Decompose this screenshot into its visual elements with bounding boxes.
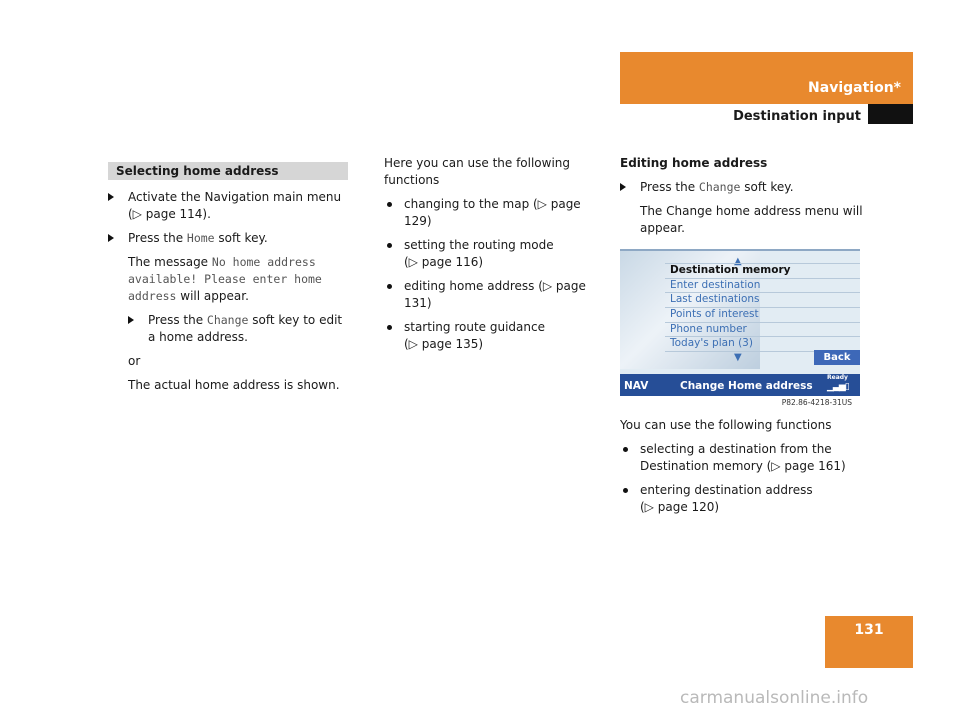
- display-message: available! Please enter home: [128, 272, 322, 286]
- header-orange-block: [620, 52, 913, 104]
- step-arrow-icon: [620, 183, 626, 191]
- nav-label: NAV: [624, 380, 649, 392]
- or-text: or: [128, 354, 141, 368]
- step-text: Activate the Navigation main menu: [128, 190, 342, 204]
- destination-menu-list: [665, 257, 860, 352]
- scroll-down-arrow-icon[interactable]: ▼: [734, 352, 742, 363]
- step-arrow-icon: [108, 234, 114, 242]
- bullet-icon: [387, 202, 392, 207]
- soft-key-label: Home: [186, 231, 215, 245]
- bullet-icon: [387, 284, 392, 289]
- column-middle: [384, 155, 609, 360]
- nav-status-bar: [620, 374, 860, 396]
- back-button[interactable]: Back: [814, 350, 860, 365]
- navigation-display-figure: [620, 249, 860, 396]
- page-reference: (▷ page 114).: [128, 207, 211, 221]
- soft-key-label: Change: [206, 313, 249, 327]
- watermark-text: carmanualsonline.info: [680, 688, 869, 708]
- list-item-text: entering destination address: [640, 483, 813, 497]
- step-text: Press the: [640, 180, 699, 194]
- step-text: Press the: [148, 313, 207, 327]
- list-item-text: starting route guidance: [404, 320, 545, 334]
- step-arrow-icon: [128, 316, 134, 324]
- bullet-icon: [623, 447, 628, 452]
- bullet-icon: [623, 488, 628, 493]
- step-press-change: [620, 179, 865, 196]
- step-arrow-icon: [108, 193, 114, 201]
- editing-heading: Editing home address: [620, 156, 768, 170]
- step-press-home: [108, 230, 353, 247]
- menu-title: Change Home address: [680, 380, 813, 392]
- actual-address-text: The actual home address is shown.: [128, 378, 340, 392]
- message-paragraph: [108, 254, 353, 305]
- message-text: will appear.: [176, 289, 249, 303]
- list-item-text: editing home address (▷ page 131): [404, 279, 586, 310]
- display-message: No home address: [211, 255, 316, 269]
- functions-intro: Here you can use the following functions: [384, 156, 571, 187]
- list-item: [384, 237, 609, 271]
- page-reference: (▷ page 135): [404, 337, 484, 351]
- list-top-spacer: [665, 257, 860, 264]
- ready-label: Ready: [827, 374, 848, 381]
- header-black-tab: [868, 104, 913, 124]
- page-reference: (▷ page 116): [404, 255, 484, 269]
- step-text: soft key.: [740, 180, 794, 194]
- list-item: [384, 196, 609, 230]
- menu-item-todays-plan[interactable]: Today's plan (3): [665, 337, 860, 352]
- menu-appear-text: The Change home address menu will appear.: [640, 204, 863, 235]
- figure-code: P82.86-4218-31US: [781, 398, 852, 407]
- chapter-title: Navigation*: [808, 80, 901, 96]
- list-item: [384, 319, 609, 353]
- step-text: soft key.: [214, 231, 268, 245]
- list-item: [620, 482, 865, 516]
- step-text: Press the: [128, 231, 187, 245]
- menu-item-phone-number[interactable]: Phone number: [665, 323, 860, 338]
- step-activate-menu: [108, 189, 353, 223]
- signal-strength-icon: ▁▃▅▯: [827, 382, 849, 392]
- menu-item-enter-destination[interactable]: Enter destination: [665, 279, 860, 294]
- page-reference: (▷ page 120): [640, 500, 720, 514]
- soft-key-label: Change: [698, 180, 741, 194]
- list-item-text: changing to the map (▷ page 129): [404, 197, 581, 228]
- menu-item-points-of-interest[interactable]: Points of interest: [665, 308, 860, 323]
- list-item-text: setting the routing mode: [404, 238, 554, 252]
- step-text: soft key to edit a home address.: [148, 313, 343, 344]
- menu-item-last-destinations[interactable]: Last destinations: [665, 293, 860, 308]
- substep-press-change: [108, 312, 353, 346]
- column-right: [620, 155, 865, 523]
- bullet-icon: [387, 243, 392, 248]
- list-item: [620, 441, 865, 475]
- section-title-bar: Selecting home address: [108, 162, 348, 180]
- page-reference: Destination memory (▷ page 161): [640, 459, 846, 473]
- bullet-icon: [387, 325, 392, 330]
- list-item-text: selecting a destination from the: [640, 442, 832, 456]
- page-number-block: [825, 616, 913, 668]
- display-message: address: [128, 289, 177, 303]
- list-item: [384, 278, 609, 312]
- page-number: 131: [854, 622, 884, 638]
- column-left: [108, 155, 353, 401]
- menu-item-destination-memory[interactable]: Destination memory: [665, 264, 860, 279]
- message-text: The message: [128, 255, 212, 269]
- scroll-up-arrow-icon[interactable]: ▲: [734, 256, 742, 267]
- section-subtitle: Destination input: [733, 109, 861, 124]
- functions-intro: You can use the following functions: [620, 418, 832, 432]
